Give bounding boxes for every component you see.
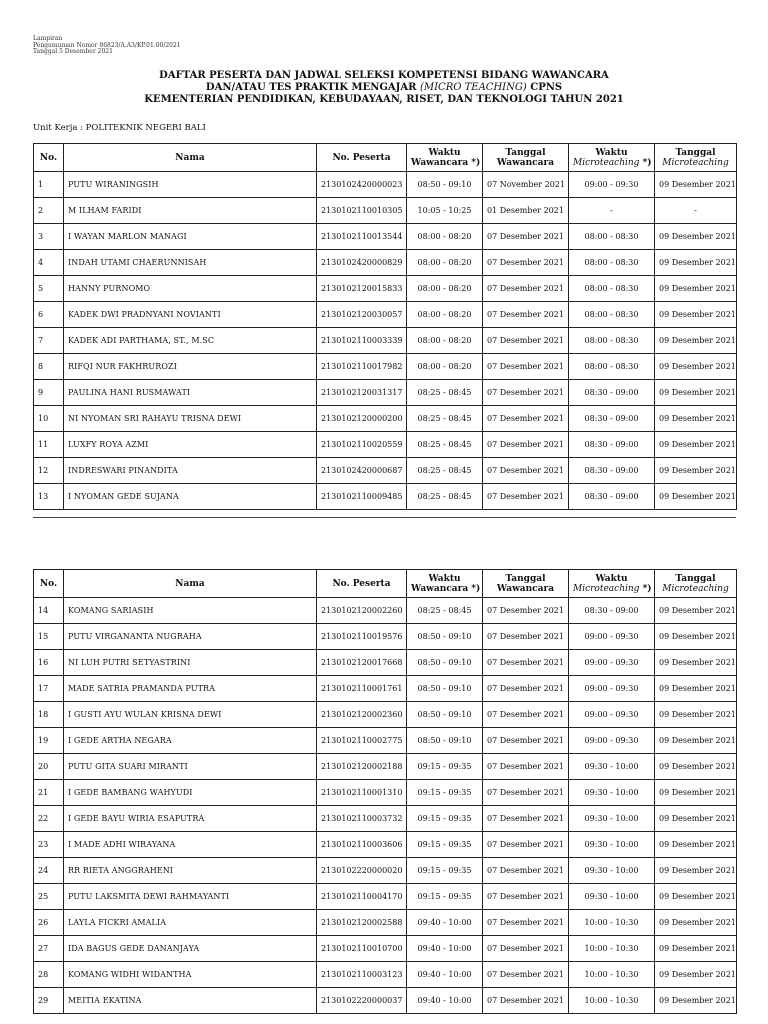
cell-waktu-wawancara: 08:00 - 08:20 xyxy=(407,276,483,302)
cell-nama: RR RIETA ANGGRAHENI xyxy=(64,858,317,884)
cell-tanggal-microteaching: 09 Desember 2021 xyxy=(655,624,737,650)
cell-waktu-wawancara: 09:40 - 10:00 xyxy=(407,936,483,962)
table-row xyxy=(34,624,737,650)
cell-waktu-microteaching: 08:00 - 08:30 xyxy=(569,302,655,328)
cell-tanggal-microteaching: 09 Desember 2021 xyxy=(655,458,737,484)
cell-no-peserta: 2130102120002588 xyxy=(317,910,407,936)
title-line-1: DAFTAR PESERTA DAN JADWAL SELEKSI KOMPETENSI BIDANG WAWANCARA xyxy=(159,70,609,81)
cell-no-peserta: 2130102110009485 xyxy=(317,484,407,510)
cell-no: 6 xyxy=(34,302,64,328)
cell-waktu-microteaching: 08:30 - 09:00 xyxy=(569,432,655,458)
table-row xyxy=(34,962,737,988)
cell-tanggal-microteaching: 09 Desember 2021 xyxy=(655,962,737,988)
cell-waktu-microteaching: 10:00 - 10:30 xyxy=(569,936,655,962)
cell-nama: LAYLA FICKRI AMALIA xyxy=(64,910,317,936)
cell-no: 16 xyxy=(34,650,64,676)
table-row xyxy=(34,328,737,354)
cell-waktu-wawancara: 08:50 - 09:10 xyxy=(407,702,483,728)
cell-tanggal-wawancara: 07 Desember 2021 xyxy=(483,728,569,754)
cell-no-peserta: 2130102420000023 xyxy=(317,172,407,198)
cell-no-peserta: 2130102120017668 xyxy=(317,650,407,676)
cell-tanggal-microteaching: 09 Desember 2021 xyxy=(655,702,737,728)
cell-nama: MADE SATRIA PRAMANDA PUTRA xyxy=(64,676,317,702)
table-row xyxy=(34,832,737,858)
col-tanggal-microteaching: Tanggal Microteaching xyxy=(655,144,737,172)
cell-no: 13 xyxy=(34,484,64,510)
cell-waktu-microteaching: 10:00 - 10:30 xyxy=(569,962,655,988)
cell-tanggal-microteaching: 09 Desember 2021 xyxy=(655,276,737,302)
cell-no-peserta: 2130102110001761 xyxy=(317,676,407,702)
cell-nama: PUTU LAKSMITA DEWI RAHMAYANTI xyxy=(64,884,317,910)
cell-tanggal-microteaching: 09 Desember 2021 xyxy=(655,754,737,780)
meta-attachment: Lampiran xyxy=(33,35,63,42)
cell-waktu-microteaching: 08:30 - 09:00 xyxy=(569,484,655,510)
document-meta xyxy=(33,36,181,56)
cell-no-peserta: 2130102220000020 xyxy=(317,858,407,884)
cell-no-peserta: 2130102110019576 xyxy=(317,624,407,650)
cell-tanggal-wawancara: 07 Desember 2021 xyxy=(483,328,569,354)
cell-no: 29 xyxy=(34,988,64,1014)
cell-tanggal-wawancara: 07 Desember 2021 xyxy=(483,598,569,624)
cell-waktu-wawancara: 09:15 - 09:35 xyxy=(407,806,483,832)
table-row xyxy=(34,858,737,884)
table-row xyxy=(34,276,737,302)
cell-waktu-wawancara: 09:15 - 09:35 xyxy=(407,780,483,806)
cell-no-peserta: 2130102420000829 xyxy=(317,250,407,276)
table-row xyxy=(34,806,737,832)
cell-no: 2 xyxy=(34,198,64,224)
cell-no-peserta: 2130102120000200 xyxy=(317,406,407,432)
cell-nama: KADEK DWI PRADNYANI NOVIANTI xyxy=(64,302,317,328)
table-row xyxy=(34,936,737,962)
cell-waktu-microteaching: 08:00 - 08:30 xyxy=(569,328,655,354)
cell-waktu-microteaching: 08:30 - 09:00 xyxy=(569,380,655,406)
cell-nama: IDA BAGUS GEDE DANANJAYA xyxy=(64,936,317,962)
cell-waktu-microteaching: 09:30 - 10:00 xyxy=(569,780,655,806)
cell-tanggal-microteaching: 09 Desember 2021 xyxy=(655,858,737,884)
col-waktu-wawancara: Waktu Wawancara *) xyxy=(407,570,483,598)
cell-nama: I WAYAN MARLON MANAGI xyxy=(64,224,317,250)
cell-waktu-microteaching: 08:30 - 09:00 xyxy=(569,406,655,432)
cell-no: 5 xyxy=(34,276,64,302)
table-row xyxy=(34,702,737,728)
cell-no: 26 xyxy=(34,910,64,936)
col-tanggal-microteaching: Tanggal Microteaching xyxy=(655,570,737,598)
cell-no-peserta: 2130102110013544 xyxy=(317,224,407,250)
cell-no-peserta: 2130102110017982 xyxy=(317,354,407,380)
table-row xyxy=(34,354,737,380)
cell-tanggal-wawancara: 07 Desember 2021 xyxy=(483,702,569,728)
cell-waktu-wawancara: 08:50 - 09:10 xyxy=(407,172,483,198)
cell-tanggal-microteaching: 09 Desember 2021 xyxy=(655,354,737,380)
cell-no: 25 xyxy=(34,884,64,910)
cell-waktu-microteaching: 08:00 - 08:30 xyxy=(569,224,655,250)
cell-waktu-microteaching: 09:30 - 10:00 xyxy=(569,806,655,832)
cell-nama: KOMANG WIDHI WIDANTHA xyxy=(64,962,317,988)
cell-tanggal-microteaching: 09 Desember 2021 xyxy=(655,328,737,354)
cell-nama: HANNY PURNOMO xyxy=(64,276,317,302)
cell-tanggal-wawancara: 07 Desember 2021 xyxy=(483,858,569,884)
table-row xyxy=(34,172,737,198)
cell-waktu-wawancara: 08:00 - 08:20 xyxy=(407,328,483,354)
cell-tanggal-microteaching: 09 Desember 2021 xyxy=(655,806,737,832)
cell-waktu-wawancara: 08:25 - 08:45 xyxy=(407,380,483,406)
cell-nama: INDRESWARI PINANDITA xyxy=(64,458,317,484)
cell-tanggal-microteaching: 09 Desember 2021 xyxy=(655,224,737,250)
table-row xyxy=(34,250,737,276)
cell-nama: RIFQI NUR FAKHRUROZI xyxy=(64,354,317,380)
table-row xyxy=(34,484,737,510)
cell-waktu-microteaching: 09:00 - 09:30 xyxy=(569,624,655,650)
cell-no-peserta: 2130102120015833 xyxy=(317,276,407,302)
col-tanggal-wawancara: Tanggal Wawancara xyxy=(483,570,569,598)
cell-nama: PUTU GITA SUARI MIRANTI xyxy=(64,754,317,780)
cell-tanggal-wawancara: 07 Desember 2021 xyxy=(483,910,569,936)
cell-no: 8 xyxy=(34,354,64,380)
table-row xyxy=(34,754,737,780)
document-title xyxy=(0,70,768,106)
cell-waktu-wawancara: 09:15 - 09:35 xyxy=(407,858,483,884)
cell-no: 18 xyxy=(34,702,64,728)
table-row xyxy=(34,884,737,910)
cell-tanggal-wawancara: 07 Desember 2021 xyxy=(483,754,569,780)
cell-waktu-microteaching: 10:00 - 10:30 xyxy=(569,988,655,1014)
cell-no: 22 xyxy=(34,806,64,832)
cell-waktu-wawancara: 09:15 - 09:35 xyxy=(407,884,483,910)
cell-tanggal-microteaching: 09 Desember 2021 xyxy=(655,432,737,458)
table-row xyxy=(34,728,737,754)
cell-no: 7 xyxy=(34,328,64,354)
cell-waktu-wawancara: 09:15 - 09:35 xyxy=(407,754,483,780)
cell-waktu-microteaching: 09:00 - 09:30 xyxy=(569,172,655,198)
cell-waktu-microteaching: 08:00 - 08:30 xyxy=(569,354,655,380)
cell-tanggal-wawancara: 07 Desember 2021 xyxy=(483,224,569,250)
col-waktu-microteaching: Waktu Microteaching *) xyxy=(569,570,655,598)
col-no: No. xyxy=(34,144,64,172)
cell-waktu-microteaching: 09:00 - 09:30 xyxy=(569,702,655,728)
cell-no: 12 xyxy=(34,458,64,484)
cell-tanggal-microteaching: 09 Desember 2021 xyxy=(655,936,737,962)
cell-waktu-microteaching: 09:00 - 09:30 xyxy=(569,676,655,702)
cell-waktu-wawancara: 08:25 - 08:45 xyxy=(407,458,483,484)
table-row xyxy=(34,676,737,702)
cell-no: 21 xyxy=(34,780,64,806)
cell-waktu-microteaching: 09:00 - 09:30 xyxy=(569,728,655,754)
cell-tanggal-wawancara: 07 Desember 2021 xyxy=(483,406,569,432)
cell-waktu-wawancara: 08:50 - 09:10 xyxy=(407,728,483,754)
cell-waktu-wawancara: 09:40 - 10:00 xyxy=(407,988,483,1014)
cell-tanggal-microteaching: 09 Desember 2021 xyxy=(655,250,737,276)
cell-nama: KOMANG SARIASIH xyxy=(64,598,317,624)
cell-nama: I MADE ADHI WIRAYANA xyxy=(64,832,317,858)
cell-no: 27 xyxy=(34,936,64,962)
cell-tanggal-wawancara: 07 Desember 2021 xyxy=(483,432,569,458)
cell-nama: PUTU WIRANINGSIH xyxy=(64,172,317,198)
title-line-2 xyxy=(0,82,768,94)
cell-waktu-wawancara: 08:00 - 08:20 xyxy=(407,302,483,328)
cell-nama: I GUSTI AYU WULAN KRISNA DEWI xyxy=(64,702,317,728)
cell-no: 9 xyxy=(34,380,64,406)
table-row xyxy=(34,198,737,224)
cell-tanggal-wawancara: 07 Desember 2021 xyxy=(483,884,569,910)
cell-nama: I GEDE ARTHA NEGARA xyxy=(64,728,317,754)
cell-no-peserta: 2130102120002188 xyxy=(317,754,407,780)
cell-waktu-microteaching: 08:00 - 08:30 xyxy=(569,276,655,302)
cell-no: 17 xyxy=(34,676,64,702)
cell-tanggal-wawancara: 07 Desember 2021 xyxy=(483,458,569,484)
cell-waktu-microteaching: 09:30 - 10:00 xyxy=(569,884,655,910)
cell-tanggal-wawancara: 07 Desember 2021 xyxy=(483,624,569,650)
cell-waktu-microteaching: 09:30 - 10:00 xyxy=(569,858,655,884)
cell-no-peserta: 2130102110002775 xyxy=(317,728,407,754)
table-row xyxy=(34,380,737,406)
cell-waktu-wawancara: 10:05 - 10:25 xyxy=(407,198,483,224)
cell-tanggal-wawancara: 07 Desember 2021 xyxy=(483,484,569,510)
cell-waktu-wawancara: 09:40 - 10:00 xyxy=(407,962,483,988)
cell-tanggal-wawancara: 07 Desember 2021 xyxy=(483,962,569,988)
title-line-3: KEMENTERIAN PENDIDIKAN, KEBUDAYAAN, RISET, DAN TEKNOLOGI TAHUN 2021 xyxy=(144,94,624,105)
table-row xyxy=(34,598,737,624)
cell-no-peserta: 2130102110010700 xyxy=(317,936,407,962)
cell-tanggal-wawancara: 07 Desember 2021 xyxy=(483,354,569,380)
cell-no-peserta: 2130102220000037 xyxy=(317,988,407,1014)
table-header xyxy=(34,570,737,598)
cell-tanggal-microteaching: 09 Desember 2021 xyxy=(655,832,737,858)
cell-tanggal-microteaching: 09 Desember 2021 xyxy=(655,780,737,806)
cell-tanggal-wawancara: 07 Desember 2021 xyxy=(483,936,569,962)
cell-waktu-wawancara: 08:50 - 09:10 xyxy=(407,676,483,702)
cell-no-peserta: 2130102120031317 xyxy=(317,380,407,406)
cell-tanggal-microteaching: 09 Desember 2021 xyxy=(655,910,737,936)
cell-no: 4 xyxy=(34,250,64,276)
cell-tanggal-microteaching: 09 Desember 2021 xyxy=(655,380,737,406)
cell-tanggal-wawancara: 07 Desember 2021 xyxy=(483,302,569,328)
cell-no: 24 xyxy=(34,858,64,884)
schedule-table-1 xyxy=(33,143,737,510)
cell-no: 15 xyxy=(34,624,64,650)
cell-no: 20 xyxy=(34,754,64,780)
cell-waktu-microteaching: 09:30 - 10:00 xyxy=(569,832,655,858)
cell-no: 3 xyxy=(34,224,64,250)
cell-nama: PAULINA HANI RUSMAWATI xyxy=(64,380,317,406)
cell-no-peserta: 2130102110001310 xyxy=(317,780,407,806)
cell-tanggal-microteaching: 09 Desember 2021 xyxy=(655,728,737,754)
cell-waktu-microteaching: 09:00 - 09:30 xyxy=(569,650,655,676)
cell-tanggal-wawancara: 01 Desember 2021 xyxy=(483,198,569,224)
cell-nama: LUXFY ROYA AZMI xyxy=(64,432,317,458)
cell-waktu-wawancara: 08:50 - 09:10 xyxy=(407,650,483,676)
title-line-2b: (MICRO TEACHING) xyxy=(419,82,527,93)
cell-nama: I GEDE BAMBANG WAHYUDI xyxy=(64,780,317,806)
cell-tanggal-wawancara: 07 Desember 2021 xyxy=(483,676,569,702)
cell-nama: NI NYOMAN SRI RAHAYU TRISNA DEWI xyxy=(64,406,317,432)
cell-no-peserta: 2130102110003606 xyxy=(317,832,407,858)
schedule-table-2 xyxy=(33,569,737,1014)
cell-waktu-wawancara: 08:50 - 09:10 xyxy=(407,624,483,650)
cell-no: 19 xyxy=(34,728,64,754)
cell-nama: I GEDE BAYU WIRIA ESAPUTRA xyxy=(64,806,317,832)
cell-waktu-wawancara: 09:40 - 10:00 xyxy=(407,910,483,936)
table-row xyxy=(34,780,737,806)
cell-waktu-wawancara: 08:25 - 08:45 xyxy=(407,484,483,510)
cell-no-peserta: 2130102110020559 xyxy=(317,432,407,458)
table-row xyxy=(34,910,737,936)
cell-tanggal-microteaching: 09 Desember 2021 xyxy=(655,650,737,676)
col-nama: Nama xyxy=(64,144,317,172)
cell-nama: I NYOMAN GEDE SUJANA xyxy=(64,484,317,510)
cell-waktu-wawancara: 08:25 - 08:45 xyxy=(407,432,483,458)
cell-no-peserta: 2130102420000687 xyxy=(317,458,407,484)
table-row xyxy=(34,406,737,432)
page-separator xyxy=(33,517,736,518)
cell-tanggal-wawancara: 07 Desember 2021 xyxy=(483,650,569,676)
cell-waktu-microteaching: 09:30 - 10:00 xyxy=(569,754,655,780)
cell-waktu-wawancara: 08:00 - 08:20 xyxy=(407,224,483,250)
title-line-2c: CPNS xyxy=(526,82,563,93)
meta-announcement-number: Pengumuman Nomor 86823/A.A3/KP.01.00/2021 xyxy=(33,41,181,49)
table-row xyxy=(34,224,737,250)
table-row xyxy=(34,988,737,1014)
cell-no: 14 xyxy=(34,598,64,624)
cell-tanggal-microteaching: 09 Desember 2021 xyxy=(655,676,737,702)
cell-tanggal-microteaching: 09 Desember 2021 xyxy=(655,484,737,510)
cell-tanggal-microteaching: 09 Desember 2021 xyxy=(655,598,737,624)
cell-no-peserta: 2130102110010305 xyxy=(317,198,407,224)
cell-tanggal-microteaching: - xyxy=(655,198,737,224)
cell-no-peserta: 2130102110004170 xyxy=(317,884,407,910)
cell-tanggal-microteaching: 09 Desember 2021 xyxy=(655,406,737,432)
cell-no-peserta: 2130102110003339 xyxy=(317,328,407,354)
cell-tanggal-wawancara: 07 Desember 2021 xyxy=(483,276,569,302)
cell-waktu-microteaching: 08:30 - 09:00 xyxy=(569,598,655,624)
table-row xyxy=(34,432,737,458)
cell-tanggal-wawancara: 07 November 2021 xyxy=(483,172,569,198)
cell-tanggal-wawancara: 07 Desember 2021 xyxy=(483,380,569,406)
cell-waktu-wawancara: 08:25 - 08:45 xyxy=(407,598,483,624)
cell-tanggal-wawancara: 07 Desember 2021 xyxy=(483,832,569,858)
cell-waktu-microteaching: - xyxy=(569,198,655,224)
cell-waktu-microteaching: 08:00 - 08:30 xyxy=(569,250,655,276)
cell-no: 11 xyxy=(34,432,64,458)
col-no: No. xyxy=(34,570,64,598)
col-waktu-microteaching: Waktu Microteaching *) xyxy=(569,144,655,172)
cell-nama: INDAH UTAMI CHAERUNNISAH xyxy=(64,250,317,276)
cell-tanggal-wawancara: 07 Desember 2021 xyxy=(483,250,569,276)
cell-no-peserta: 2130102120002360 xyxy=(317,702,407,728)
unit-kerja: Unit Kerja : POLITEKNIK NEGERI BALI xyxy=(33,123,206,133)
cell-no-peserta: 2130102110003123 xyxy=(317,962,407,988)
cell-waktu-wawancara: 09:15 - 09:35 xyxy=(407,832,483,858)
col-waktu-wawancara: Waktu Wawancara *) xyxy=(407,144,483,172)
cell-waktu-microteaching: 08:30 - 09:00 xyxy=(569,458,655,484)
col-no-peserta: No. Peserta xyxy=(317,144,407,172)
cell-waktu-microteaching: 10:00 - 10:30 xyxy=(569,910,655,936)
cell-tanggal-wawancara: 07 Desember 2021 xyxy=(483,806,569,832)
cell-no: 23 xyxy=(34,832,64,858)
table-row xyxy=(34,458,737,484)
cell-nama: M ILHAM FARIDI xyxy=(64,198,317,224)
table-row xyxy=(34,302,737,328)
cell-no: 10 xyxy=(34,406,64,432)
cell-no: 1 xyxy=(34,172,64,198)
col-nama: Nama xyxy=(64,570,317,598)
cell-tanggal-microteaching: 09 Desember 2021 xyxy=(655,884,737,910)
cell-waktu-wawancara: 08:00 - 08:20 xyxy=(407,354,483,380)
cell-nama: KADEK ADI PARTHAMA, ST., M.SC xyxy=(64,328,317,354)
cell-tanggal-microteaching: 09 Desember 2021 xyxy=(655,988,737,1014)
cell-nama: NI LUH PUTRI SETYASTRINI xyxy=(64,650,317,676)
cell-no-peserta: 2130102120002260 xyxy=(317,598,407,624)
cell-tanggal-microteaching: 09 Desember 2021 xyxy=(655,172,737,198)
cell-no: 28 xyxy=(34,962,64,988)
meta-date: Tanggal 5 Desember 2021 xyxy=(33,48,113,55)
cell-waktu-wawancara: 08:00 - 08:20 xyxy=(407,250,483,276)
title-line-2a: DAN/ATAU TES PRAKTIK MENGAJAR xyxy=(205,82,420,93)
table-row xyxy=(34,650,737,676)
cell-waktu-wawancara: 08:25 - 08:45 xyxy=(407,406,483,432)
cell-nama: PUTU VIRGANANTA NUGRAHA xyxy=(64,624,317,650)
cell-no-peserta: 2130102110003732 xyxy=(317,806,407,832)
cell-tanggal-wawancara: 07 Desember 2021 xyxy=(483,780,569,806)
col-tanggal-wawancara: Tanggal Wawancara xyxy=(483,144,569,172)
cell-tanggal-wawancara: 07 Desember 2021 xyxy=(483,988,569,1014)
cell-no-peserta: 2130102120030057 xyxy=(317,302,407,328)
table-header xyxy=(34,144,737,172)
cell-nama: MEITIA EKATINA xyxy=(64,988,317,1014)
col-no-peserta: No. Peserta xyxy=(317,570,407,598)
cell-tanggal-microteaching: 09 Desember 2021 xyxy=(655,302,737,328)
